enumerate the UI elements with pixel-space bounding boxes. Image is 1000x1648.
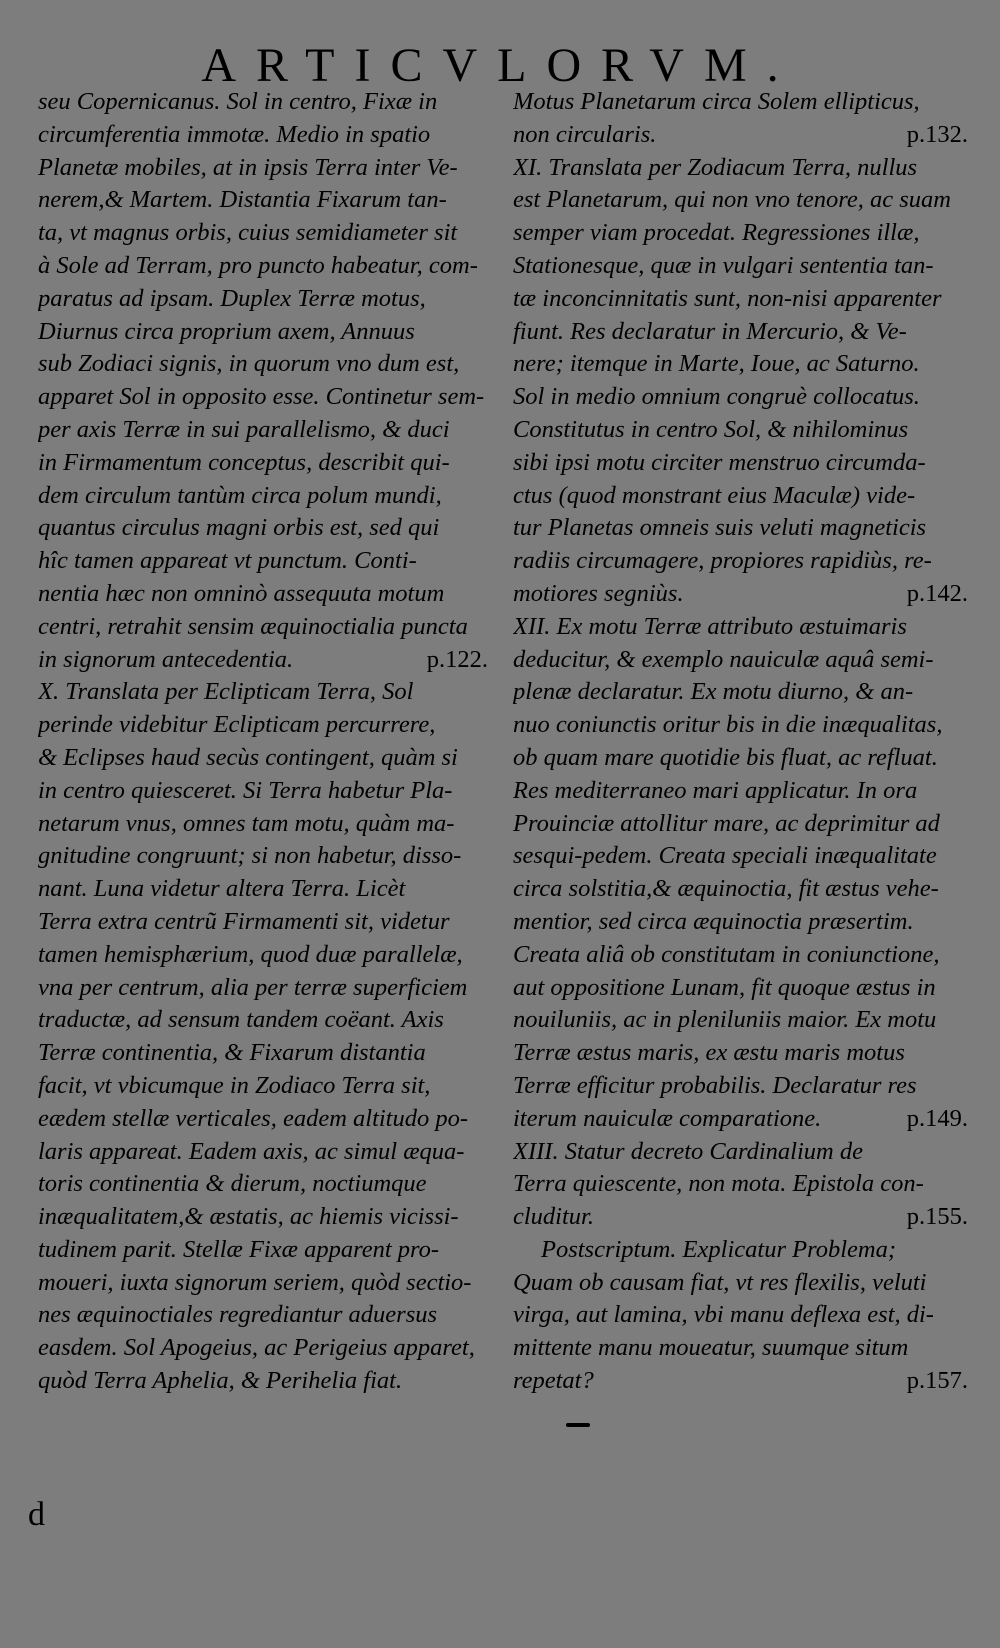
text-span: in signorum antecedentia. xyxy=(38,645,294,673)
text-line: Motus Planetarum circa Solem ellipticus, xyxy=(513,88,920,115)
text-line: Prouinciæ attollitur mare, ac deprimitur ad xyxy=(513,809,940,837)
text-line: est Planetarum, qui non vno tenore, ac suam xyxy=(513,186,951,214)
text-line: paratus ad ipsam. Duplex Terræ motus, xyxy=(38,284,426,312)
text-line: Stationesque, quæ in vulgari sententia tan- xyxy=(513,251,934,279)
text-line: circumferentia immotæ. Medio in spatio xyxy=(38,120,431,148)
text-line: Terræ continentia, & Fixarum distantia xyxy=(38,1039,426,1067)
page-title: ARTICVLORVM. xyxy=(201,39,799,92)
text-line: toris continentia & dierum, noctiumque xyxy=(38,1170,427,1198)
page-reference: p.149. xyxy=(906,1104,968,1132)
text-line: in Firmamentum conceptus, describit qui- xyxy=(38,448,450,476)
text-line: XI. Translata per Zodiacum Terra, nullus xyxy=(513,153,918,181)
text-line: quòd Terra Aphelia, & Perihelia fiat. xyxy=(38,1367,403,1395)
text-span: motiores segniùs. xyxy=(513,579,684,607)
text-line: tamen hemisphærium, quod duæ parallelæ, xyxy=(38,940,463,968)
text-line: moueri, iuxta signorum seriem, quòd sectio- xyxy=(38,1268,472,1296)
text-line: XII. Ex motu Terræ attributo æstuimaris xyxy=(513,612,907,640)
text-line: Terræ æstus maris, ex æstu maris motus xyxy=(513,1039,905,1067)
text-line: netarum vnus, omnes tam motu, quàm ma- xyxy=(38,809,455,837)
text-line: circa solstitia,& æquinoctia, fit æstus vehe- xyxy=(513,875,939,903)
left-column xyxy=(38,86,488,1398)
text-line: apparet Sol in opposito esse. Continetur sem- xyxy=(38,383,485,411)
text-line: laris appareat. Eadem axis, ac simul æqua- xyxy=(38,1137,465,1165)
page-reference: p.157. xyxy=(906,1367,968,1395)
text-line: centri, retrahit sensim æquinoctialia puncta xyxy=(38,612,468,640)
text-line: virga, aut lamina, vbi manu deflexa est, di- xyxy=(513,1301,934,1329)
text-line: seu Copernicanus. Sol in centro, Fixæ in xyxy=(38,88,438,115)
text-line: Terra extra centrũ Firmamenti sit, videtur xyxy=(38,907,450,935)
signature-mark: d xyxy=(28,1496,45,1533)
text-line: per axis Terræ in sui parallelismo, & duci xyxy=(38,415,450,443)
right-column xyxy=(513,86,968,1398)
text-line: Diurnus circa proprium axem, Annuus xyxy=(38,317,415,345)
page-reference: p.155. xyxy=(906,1203,968,1231)
text-span: iterum nauiculæ comparatione. xyxy=(513,1104,822,1132)
text-line-with-page-ref xyxy=(38,644,488,677)
text-line: eædem stellæ verticales, eadem altitudo po- xyxy=(38,1104,469,1132)
text-line: tæ inconcinnitatis sunt, non-nisi apparenter xyxy=(513,284,942,312)
text-line: ctus (quod monstrant eius Maculæ) vide- xyxy=(513,481,916,509)
text-line: nuo coniunctis oritur bis in die inæqualitas, xyxy=(513,711,943,739)
text-line-with-page-ref xyxy=(513,1365,968,1398)
text-line: mittente manu moueatur, suumque situm xyxy=(513,1334,909,1362)
text-line: ta, vt magnus orbis, cuius semidiameter sit xyxy=(38,219,458,247)
text-line: à Sole ad Terram, pro puncto habeatur, com- xyxy=(38,251,478,279)
text-line: X. Translata per Eclipticam Terra, Sol xyxy=(38,678,414,706)
text-line: facit, vt vbicumque in Zodiaco Terra sit, xyxy=(38,1071,431,1099)
text-line-with-page-ref xyxy=(513,1103,968,1136)
text-line: vna per centrum, alia per terræ superficiem xyxy=(38,973,468,1001)
text-line: ob quam mare quotidie bis fluat, ac refluat. xyxy=(513,743,938,771)
text-line-with-page-ref xyxy=(513,578,968,611)
text-line: sibi ipsi motu circiter menstruo circumda- xyxy=(513,448,926,476)
text-line: radiis circumagere, propiores rapidiùs, re- xyxy=(513,547,932,575)
text-span: cluditur. xyxy=(513,1203,594,1231)
text-line: Res mediterraneo mari applicatur. In ora xyxy=(513,776,918,804)
text-line: tudinem parit. Stellæ Fixæ apparent pro- xyxy=(38,1235,440,1263)
text-line: Creata aliâ ob constitutam in coniunctione, xyxy=(513,940,940,968)
page-reference: p.122. xyxy=(426,645,488,673)
text-line: Terræ efficitur probabilis. Declaratur res xyxy=(513,1071,917,1099)
text-line: Constitutus in centro Sol, & nihilominus xyxy=(513,415,909,443)
text-line-with-page-ref xyxy=(513,119,968,152)
page-reference: p.132. xyxy=(906,120,968,148)
text-line: semper viam procedat. Regressiones illæ, xyxy=(513,219,920,247)
text-line: XIII. Statur decreto Cardinalium de xyxy=(513,1137,863,1165)
text-line: nerem,& Martem. Distantia Fixarum tan- xyxy=(38,186,447,214)
text-line: quantus circulus magni orbis est, sed qui xyxy=(38,514,440,542)
page-reference: p.142. xyxy=(906,579,968,607)
text-line: tur Planetas omneis suis veluti magneticis xyxy=(513,514,927,542)
text-line: nouiluniis, ac in pleniluniis maior. Ex motu xyxy=(513,1006,937,1034)
postscript-heading: Postscriptum. Explicatur Problema; xyxy=(541,1235,896,1263)
text-line: nant. Luna videtur altera Terra. Licèt xyxy=(38,875,406,903)
text-line-with-page-ref xyxy=(513,1201,968,1234)
text-line: aut oppositione Lunam, fit quoque æstus in xyxy=(513,973,936,1001)
text-line: perinde videbitur Eclipticam percurrere, xyxy=(38,711,436,739)
text-line: & Eclipses haud secùs contingent, quàm si xyxy=(38,743,458,771)
text-line: sesqui-pedem. Creata speciali inæqualitate xyxy=(513,842,937,870)
text-span: repetat? xyxy=(513,1367,594,1395)
text-line: easdem. Sol Apogeius, ac Perigeius apparet, xyxy=(38,1334,475,1362)
text-line: mentior, sed circa æquinoctia præsertim. xyxy=(513,907,914,935)
text-line: sub Zodiaci signis, in quorum vno dum est, xyxy=(38,350,460,378)
text-line: fiunt. Res declaratur in Mercurio, & Ve- xyxy=(513,317,907,345)
text-line: nes æquinoctiales regrediantur aduersus xyxy=(38,1301,438,1329)
text-line: deducitur, & exemplo nauiculæ aquâ semi- xyxy=(513,645,934,673)
text-line: Terra quiescente, non mota. Epistola con- xyxy=(513,1170,924,1198)
text-line: Sol in medio omnium congruè collocatus. xyxy=(513,383,920,411)
text-line: hîc tamen appareat vt punctum. Conti- xyxy=(38,547,417,575)
text-line: Planetæ mobiles, at in ipsis Terra inter Ve- xyxy=(38,153,458,181)
text-line: Quam ob causam fiat, vt res flexilis, veluti xyxy=(513,1268,927,1296)
text-span: non circularis. xyxy=(513,120,657,148)
text-line: plenæ declaratur. Ex motu diurno, & an- xyxy=(513,678,914,706)
text-line: traductæ, ad sensum tandem coëant. Axis xyxy=(38,1006,444,1034)
text-line: gnitudine congruunt; si non habetur, disso- xyxy=(38,842,462,870)
text-line: nentia hæc non omninò assequuta motum xyxy=(38,579,445,607)
text-line: inæqualitatem,& æstatis, ac hiemis vicissi- xyxy=(38,1203,459,1231)
text-line: dem circulum tantùm circa polum mundi, xyxy=(38,481,442,509)
text-line: in centro quiesceret. Si Terra habetur Pla- xyxy=(38,776,453,804)
ornament-dash xyxy=(566,1423,590,1427)
text-line: nere; itemque in Marte, Ioue, ac Saturno. xyxy=(513,350,920,378)
